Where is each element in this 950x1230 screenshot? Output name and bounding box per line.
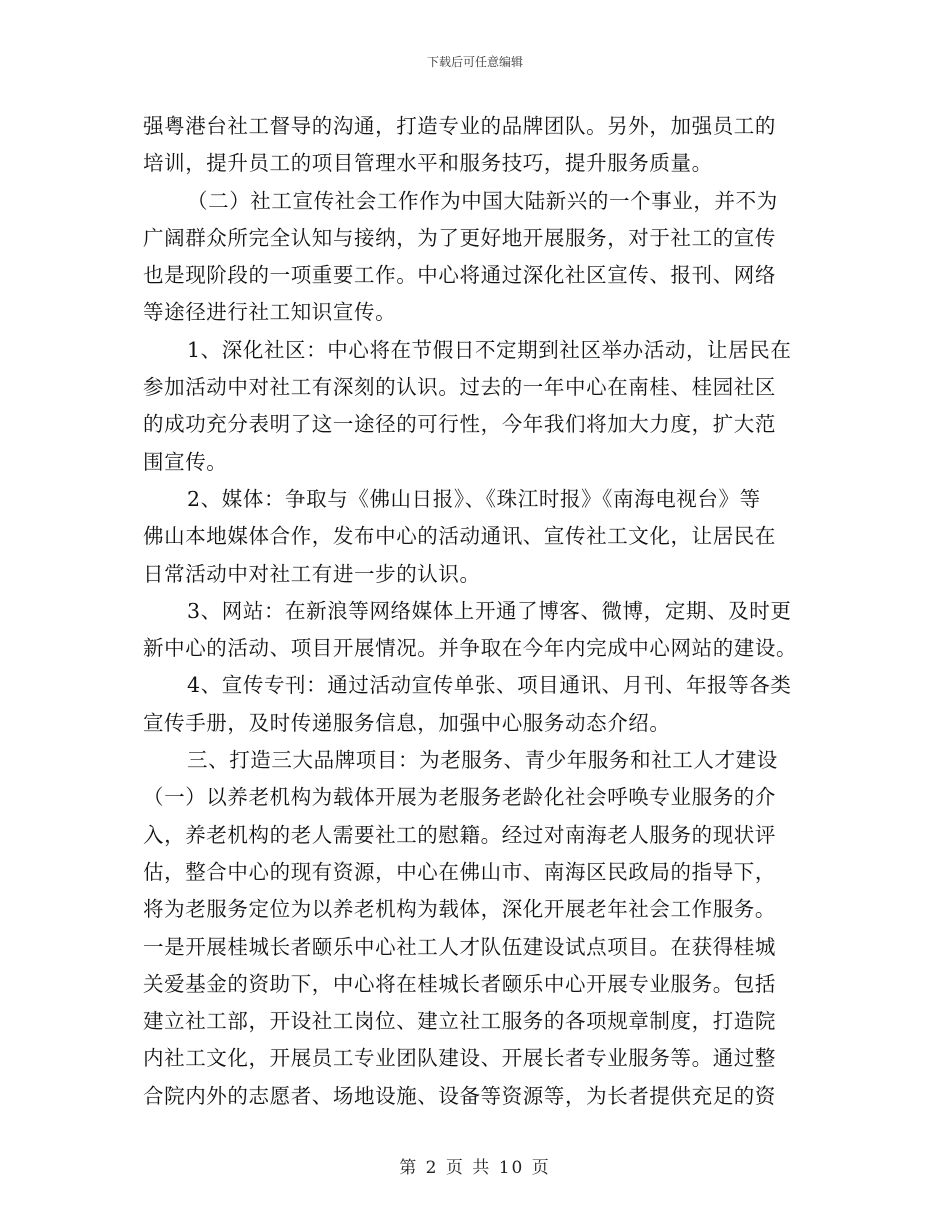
page-number: 第 2 页 共 10 页 [399, 1158, 551, 1178]
text-line: 将为老服务定位为以养老机构为载体，深化开展老年社会工作服务。 [143, 897, 776, 922]
text-line: 新中心的活动、项目开展情况。并争取在今年内完成中心网站的建设。 [143, 636, 798, 661]
text-line: 入，养老机构的老人需要社工的慰籍。经过对南海老人服务的现状评 [143, 822, 776, 847]
text-line: 4、宣传专刊：通过活动宣传单张、项目通讯、月刊、年报等各类 [187, 673, 792, 698]
text-line: 合院内外的志愿者、场地设施、设备等资源等，为长者提供充足的资 [143, 1083, 776, 1108]
text-line: 2、媒体：争取与《佛山日报》、《珠江时报》《南海电视台》等 [187, 486, 761, 511]
page-header: 下载后可任意编辑 [426, 55, 523, 69]
text-line: 三、打造三大品牌项目：为老服务、青少年服务和社工人才建设 [187, 748, 778, 773]
text-line: 内社工文化，开展员工专业团队建设、开展长者专业服务等。通过整 [143, 1046, 776, 1071]
text-line: 日常活动中对社工有进一步的认识。 [143, 561, 481, 586]
text-line: 也是现阶段的一项重要工作。中心将通过深化社区宣传、报刊、网络 [143, 263, 776, 288]
text-line: （一）以养老机构为载体开展为老服务老龄化社会呼唤专业服务的介 [143, 785, 776, 810]
text-line: 3、网站：在新浪等网络媒体上开通了博客、微博，定期、及时更 [187, 598, 792, 623]
text-line: 关爱基金的资助下，中心将在桂城长者颐乐中心开展专业服务。包括 [143, 971, 776, 996]
document-body [143, 108, 808, 1115]
text-line: 广阔群众所完全认知与接纳，为了更好地开展服务，对于社工的宣传 [143, 225, 776, 250]
text-line: 围宣传。 [143, 449, 228, 474]
text-line: 1、深化社区：中心将在节假日不定期到社区举办活动，让居民在 [187, 337, 792, 362]
text-line: 的成功充分表明了这一途径的可行性，今年我们将加大力度，扩大范 [143, 412, 776, 437]
text-line: （二）社工宣传社会工作作为中国大陆新兴的一个事业，并不为 [187, 188, 778, 213]
text-line: 强粤港台社工督导的沟通，打造专业的品牌团队。另外，加强员工的 [143, 114, 776, 138]
text-line: 参加活动中对社工有深刻的认识。过去的一年中心在南桂、桂园社区 [143, 375, 776, 400]
text-line: 估，整合中心的现有资源，中心在佛山市、南海区民政局的指导下， [143, 859, 776, 884]
text-line: 建立社工部，开设社工岗位、建立社工服务的各项规章制度，打造院 [143, 1009, 776, 1034]
text-line: 培训，提升员工的项目管理水平和服务技巧，提升服务质量。 [143, 151, 713, 176]
text-line: 一是开展桂城长者颐乐中心社工人才队伍建设试点项目。在获得桂城 [143, 934, 776, 959]
text-line: 宣传手册，及时传递服务信息，加强中心服务动态介绍。 [143, 710, 671, 735]
text-line: 等途径进行社工知识宣传。 [143, 300, 397, 325]
text-line: 佛山本地媒体合作，发布中心的活动通讯、宣传社工文化，让居民在 [143, 524, 776, 549]
